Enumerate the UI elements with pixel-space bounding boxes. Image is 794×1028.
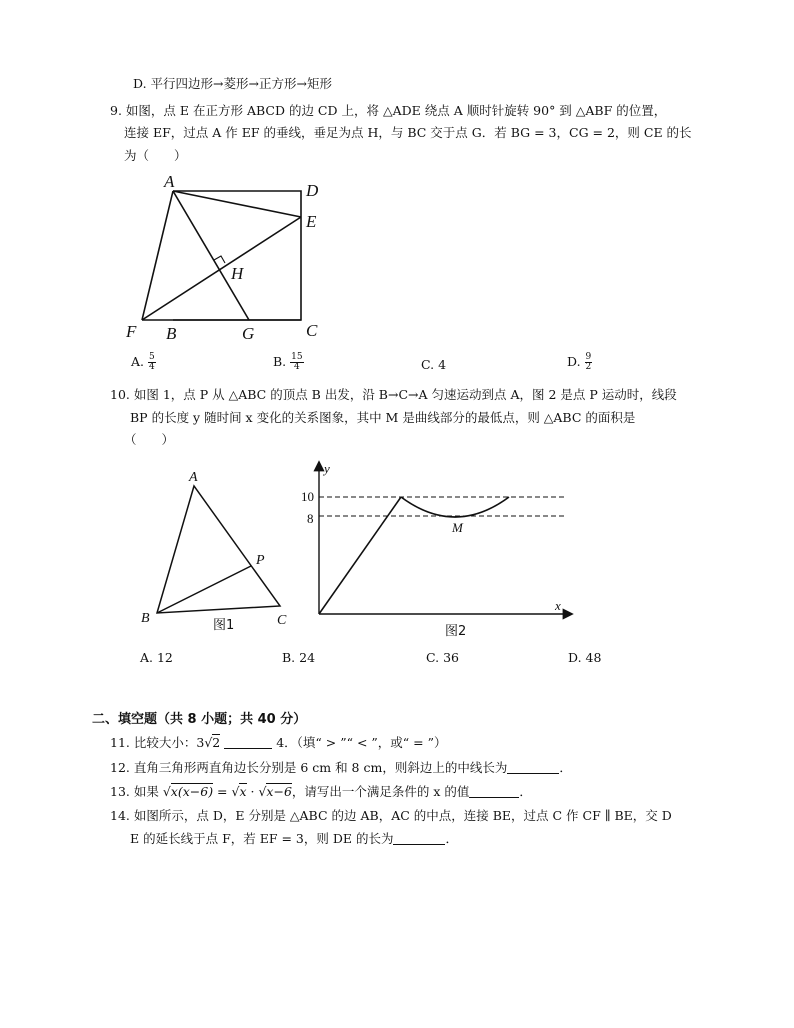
q11-line [110, 735, 447, 751]
q13-dot: · [246, 784, 259, 799]
q9-option-c-letter: C. [421, 357, 435, 372]
q13-equals: = [213, 784, 232, 799]
q9-option-b-den: 4 [294, 362, 300, 372]
q9-label-b: B [166, 324, 177, 343]
q10-option-a[interactable]: A. 12 [140, 650, 173, 665]
q10-fig2-rising-segment [319, 497, 401, 614]
q10-fig2-y-label: y [324, 461, 330, 476]
q9-option-a-letter: A. [131, 354, 145, 369]
q12-line [110, 760, 572, 776]
q13-prefix: 13. 如果 [110, 784, 163, 799]
q13-line [110, 784, 532, 800]
q9-option-a-den: 4 [149, 362, 155, 372]
q13-answer-blank[interactable] [469, 785, 519, 798]
q10-fig2-label-m: M [452, 520, 463, 535]
q9-label-e: E [306, 212, 317, 231]
q9-segment-ag [173, 191, 249, 320]
q10-segment-bp [157, 566, 251, 613]
q9-label-g: G [242, 324, 255, 343]
q9-option-c[interactable] [421, 357, 446, 372]
q14-line-1: 14. 如图所示，点 D，E 分别是 △ABC 的边 AB，AC 的中点，连接 BE，过点 C 作 CF ∥ BE，交 D [110, 808, 672, 823]
q9-line-1: 9. 如图，点 E 在正方形 ABCD 的边 CD 上，将 △ADE 绕点 A 顺时针旋转 90° 到 △ABF 的位置， [110, 103, 667, 118]
q9-label-d: D [306, 181, 319, 200]
q10-fig2-tick-8: 8 [307, 511, 314, 526]
q9-option-d-num: 9 [585, 352, 592, 362]
q10-fig1-caption: 图1 [213, 618, 235, 633]
q10-figure-2 [295, 455, 585, 640]
q11-answer-blank[interactable] [224, 736, 272, 749]
q9-line-3: 为（ ） [124, 148, 187, 163]
q14-line-2-text: E 的延长线于点 F，若 EF = 3，则 DE 的长为 [130, 831, 394, 846]
q10-option-c[interactable]: C. 36 [426, 650, 459, 665]
q14-line-2 [130, 831, 458, 847]
q9-option-b[interactable] [273, 353, 304, 372]
q9-label-h: H [231, 264, 244, 283]
q13-sqrt-1: √x(x−6) [162, 784, 214, 799]
q10-fig1-label-a: A [189, 470, 198, 485]
q10-line-3: （ ） [124, 432, 175, 447]
q12-end: ． [559, 760, 572, 775]
q11-prefix: 11. 比较大小：3 [110, 735, 205, 750]
q10-option-d[interactable]: D. 48 [568, 650, 602, 665]
q10-line-2: BP 的长度 y 随时间 x 变化的关系图象，其中 M 是曲线部分的最低点，则 △ABC 的面积是 [130, 410, 636, 425]
q9-square-figure [118, 170, 338, 345]
q9-segment-ae [173, 191, 301, 217]
q10-figure-1 [135, 462, 310, 637]
q14-end: ． [445, 831, 458, 846]
q14-answer-blank[interactable] [393, 832, 445, 845]
q13-mid: ，请写出一个满足条件的 x 的值 [291, 784, 470, 799]
q8-option-d: D. 平行四边形→菱形→正方形→矩形 [133, 76, 332, 91]
q10-fig1-label-b: B [141, 611, 150, 626]
q13-radicand-1: x(x−6) [170, 784, 214, 799]
q9-option-b-letter: B. [273, 354, 287, 369]
q9-option-d-den: 2 [585, 362, 592, 372]
q9-line-2: 连接 EF，过点 A 作 EF 的垂线，垂足为点 H，与 BC 交于点 G．若 BG = 3，CG = 2，则 CE 的长 [124, 125, 692, 140]
q10-option-b[interactable]: B. 24 [282, 650, 316, 665]
q13-sqrt-3: √x−6 [258, 784, 292, 799]
q12-answer-blank[interactable] [507, 761, 559, 774]
q12-text: 12. 直角三角形两直角边长分别是 6 cm 和 8 cm，则斜边上的中线长为 [110, 760, 508, 775]
q13-sqrt-2: √x [231, 784, 247, 799]
q9-option-c-value: 4 [438, 357, 447, 372]
q9-option-d-letter: D. [567, 354, 581, 369]
q9-label-a: A [164, 172, 175, 191]
q9-segment-af [142, 191, 173, 320]
q13-radicand-2: x [239, 784, 247, 799]
q11-suffix: 4．（填“ > ”“ < ”，或“ = ”） [276, 735, 447, 750]
q9-label-c: C [306, 321, 318, 340]
q10-fig2-curve [401, 497, 509, 517]
q11-radicand: 2 [212, 735, 221, 750]
q10-fig1-label-p: P [256, 553, 265, 568]
q10-fig2-caption: 图2 [445, 624, 467, 639]
q10-fig1-label-c: C [277, 613, 287, 628]
q10-fig2-x-label: x [555, 598, 561, 613]
q9-label-f: F [126, 322, 137, 341]
section-2-heading: 二、填空题（共 8 小题；共 40 分） [92, 712, 307, 727]
q9-segment-fe [142, 217, 301, 320]
q11-sqrt: √2 [204, 735, 221, 750]
q13-end: ． [519, 784, 532, 799]
q10-triangle-abc [157, 486, 280, 613]
q9-option-b-num: 15 [291, 352, 303, 362]
q9-option-d[interactable] [567, 353, 592, 372]
q10-line-1: 10. 如图 1，点 P 从 △ABC 的顶点 B 出发，沿 B→C→A 匀速运动到点 A，图 2 是点 P 运动时，线段 [110, 387, 677, 402]
q9-option-a-num: 5 [149, 352, 155, 362]
q13-radicand-3: x−6 [266, 784, 292, 799]
q9-option-a[interactable] [131, 353, 156, 372]
q10-fig2-tick-10: 10 [301, 489, 314, 504]
